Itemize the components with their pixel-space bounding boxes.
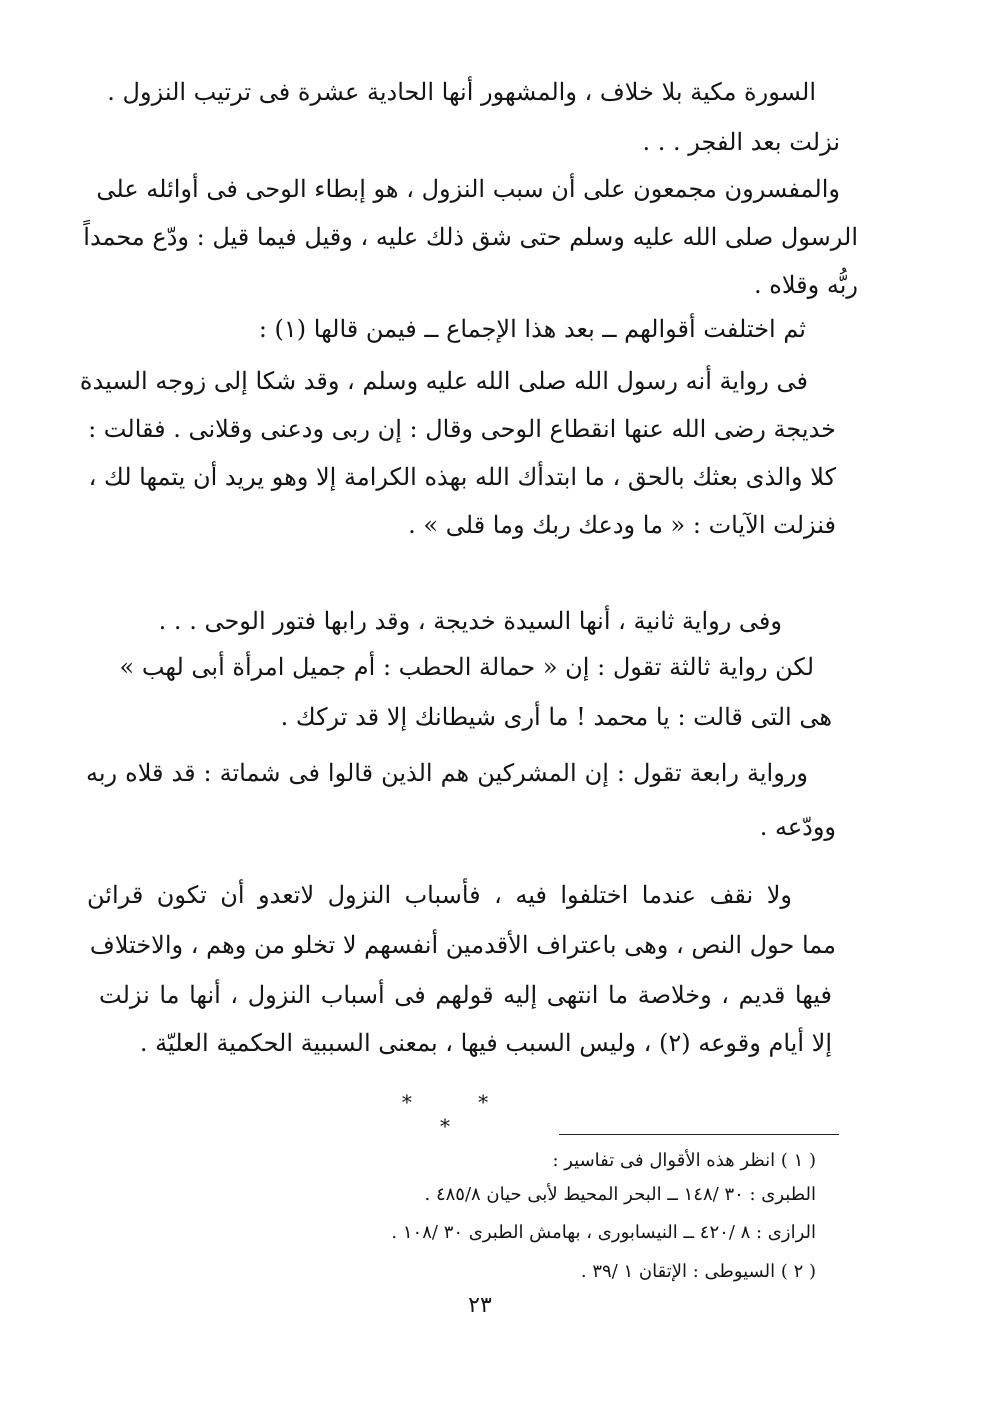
body-text-line: فنزلت الآيات : « ما ودعك ربك وما قلى » .: [408, 511, 836, 539]
body-text-line: وفى رواية ثانية ، أنها السيدة خديجة ، وقد رابها فتور الوحى . . .: [158, 607, 782, 635]
footnote-line: الطبرى : ٣٠ /١٤٨ ــ البحر المحيط لأبى حيان ٤٨٥/٨ .: [424, 1184, 816, 1205]
body-text-line: فى رواية أنه رسول الله صلى الله عليه وسلم ، وقد شكا إلى زوجه السيدة: [79, 367, 808, 395]
body-text-line: كلا والذى بعثك بالحق ، ما ابتدأك الله بهذه الكرامة إلا وهو يريد أن يتمها لك ،: [88, 463, 836, 491]
body-text-line: ورواية رابعة تقول : إن المشركين هم الذين قالوا فى شماتة : قد قلاه ربه: [86, 759, 808, 787]
body-text-line: وودّعه .: [759, 813, 836, 841]
body-text-line: والمفسرون مجمعون على أن سبب النزول ، هو إبطاء الوحى فى أوائله على: [96, 175, 840, 203]
footnote-line: ( ١ ) انظر هذه الأقوال فى تفاسير :: [552, 1150, 816, 1171]
footnote-line: الرازى : ٨ /٤٢٠ ــ النيسابورى ، بهامش الطبرى ٣٠ /١٠٨ .: [391, 1222, 816, 1243]
page-number: ٢٣: [468, 1293, 492, 1318]
body-text-line: نزلت بعد الفجر . . .: [642, 128, 840, 156]
footnote-rule: [559, 1134, 839, 1135]
body-text-line: خديجة رضى الله عنها انقطاع الوحى وقال : إن ربى ودعنى وقلانى . فقالت :: [88, 415, 836, 443]
body-text-line: الرسول صلى الله عليه وسلم حتى شق ذلك عليه ، وقيل فيما قيل : ودّع محمداً: [83, 223, 858, 251]
body-text-line: ربُّه وقلاه .: [754, 271, 858, 299]
body-text-line: إلا أيام وقوعه (٢) ، وليس السبب فيها ، بمعنى السببية الحكمية العليّة .: [139, 1029, 832, 1057]
body-text-line: هى التى قالت : يا محمد ! ما أرى شيطانك إلا قد تركك .: [280, 703, 832, 731]
section-divider-stars: * * *: [401, 1090, 519, 1138]
body-text-line: ثم اختلفت أقوالهم ــ بعد هذا الإجماع ــ فيمن قالها (١) :: [258, 315, 806, 343]
footnote-line: ( ٢ ) السيوطى : الإتقان ١ /٣٩ .: [580, 1261, 816, 1282]
body-text-line: لكن رواية ثالثة تقول : إن « حمالة الحطب : أم جميل امرأة أبى لهب »: [119, 653, 814, 681]
body-text-line: فيها قديم ، وخلاصة ما انتهى إليه قولهم فى أسباب النزول ، أنها ما نزلت: [99, 981, 832, 1009]
body-text-line: ولا نقف عندما اختلفوا فيه ، فأسباب النزول لاتعدو أن تكون قرائن: [87, 881, 792, 909]
body-text-line: السورة مكية بلا خلاف ، والمشهور أنها الحادية عشرة فى ترتيب النزول .: [107, 78, 816, 106]
body-text-line: مما حول النص ، وهى باعتراف الأقدمين أنفسهم لا تخلو من وهم ، والاختلاف: [89, 931, 836, 959]
